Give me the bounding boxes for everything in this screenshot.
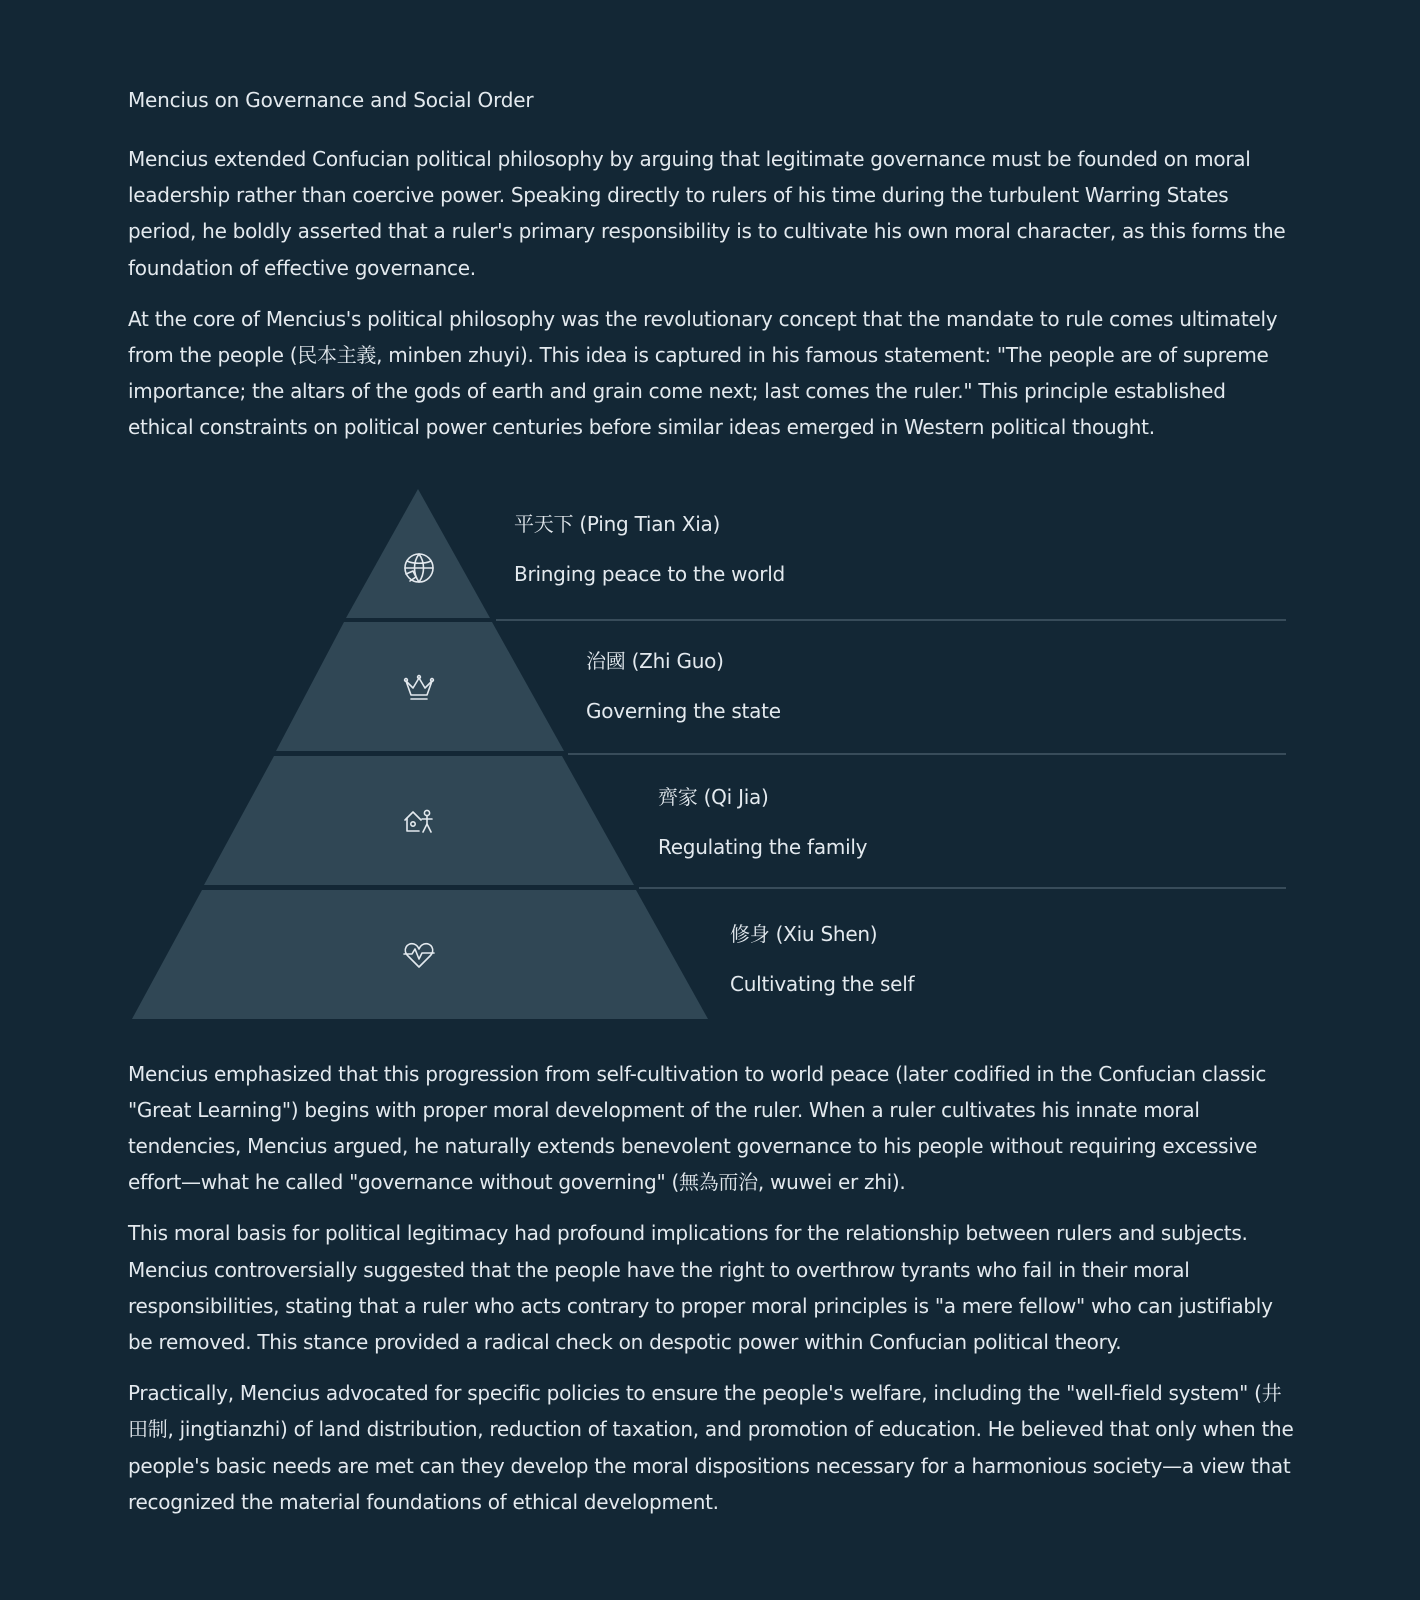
article xyxy=(128,78,1294,1535)
level-name: 齊家 (Qi Jia) xyxy=(658,784,769,809)
pyramid-label-world xyxy=(514,499,785,599)
pyramid-label-self xyxy=(730,909,914,1009)
pyramid-tier-family xyxy=(204,756,634,885)
paragraph-intro: Mencius extended Confucian political philosophy by arguing that legitimate governance must be founded on moral leadership rather than coercive power. Speaking directly to rulers of his time during the turbulent Warring States period, he boldly asserted that a ruler's primary responsibility is to cultivate his own moral character, as this forms the foundation of effective governance. xyxy=(128,147,1286,280)
paragraph-legitimacy: This moral basis for political legitimacy had profound implications for the relationship between rulers and subjects. Mencius controversially suggested that the people have the right to overthrow tyrants who fail in their moral responsibilities, stating that a ruler who acts contrary to proper moral principles is "a mere fellow" who can justifiably be removed. This stance provided a radical check on despotic power within Confucian political theory. xyxy=(128,1221,1273,1355)
level-description: Governing the state xyxy=(586,698,781,723)
pyramid-label-state xyxy=(586,636,781,736)
section-title: Mencius on Governance and Social Order xyxy=(128,88,534,112)
level-name: 治國 (Zhi Guo) xyxy=(586,648,724,673)
pyramid-diagram xyxy=(128,461,1294,1041)
level-name: 平天下 (Ping Tian Xia) xyxy=(514,511,721,536)
paragraph-progression: Mencius emphasized that this progression from self-cultivation to world peace (later codified in the Confucian classic "Great Learning") begins with proper moral development of the ruler. When a ruler cultivates his innate moral tendencies, Mencius argued, he naturally extends benevolent governance to his people without requiring excessive effort—what he called "governance without governing" (無為而治, wuwei er zhi). xyxy=(128,1061,1267,1195)
level-description: Regulating the family xyxy=(658,834,868,859)
pyramid-label-family xyxy=(658,772,867,872)
level-description: Bringing peace to the world xyxy=(514,561,786,586)
pyramid-tier-self xyxy=(132,890,708,1019)
paragraph-core: At the core of Mencius's political philosophy was the revolutionary concept that the mandate to rule comes ultimately from the people (民本主義, minben zhuyi). This idea is captured in his famous statement: "The people are of supreme importance; the altars of the gods of earth and grain come next; last comes the ruler." This principle established ethical constraints on political power centuries before similar ideas emerged in Western political thought. xyxy=(128,306,1278,440)
level-description: Cultivating the self xyxy=(730,971,915,996)
paragraph-practical: Practically, Mencius advocated for specific policies to ensure the people's welfare, including the "well-field system" (井田制, jingtianzhi) of land distribution, reduction of taxation, and promotion of education. He believed that only when the people's basic needs are met can they develop the moral dispositions necessary for a harmonious society—a view that recognized the material foundations of ethical development. xyxy=(128,1381,1294,1514)
level-name: 修身 (Xiu Shen) xyxy=(730,921,878,946)
pyramid-tier-state xyxy=(276,622,564,751)
